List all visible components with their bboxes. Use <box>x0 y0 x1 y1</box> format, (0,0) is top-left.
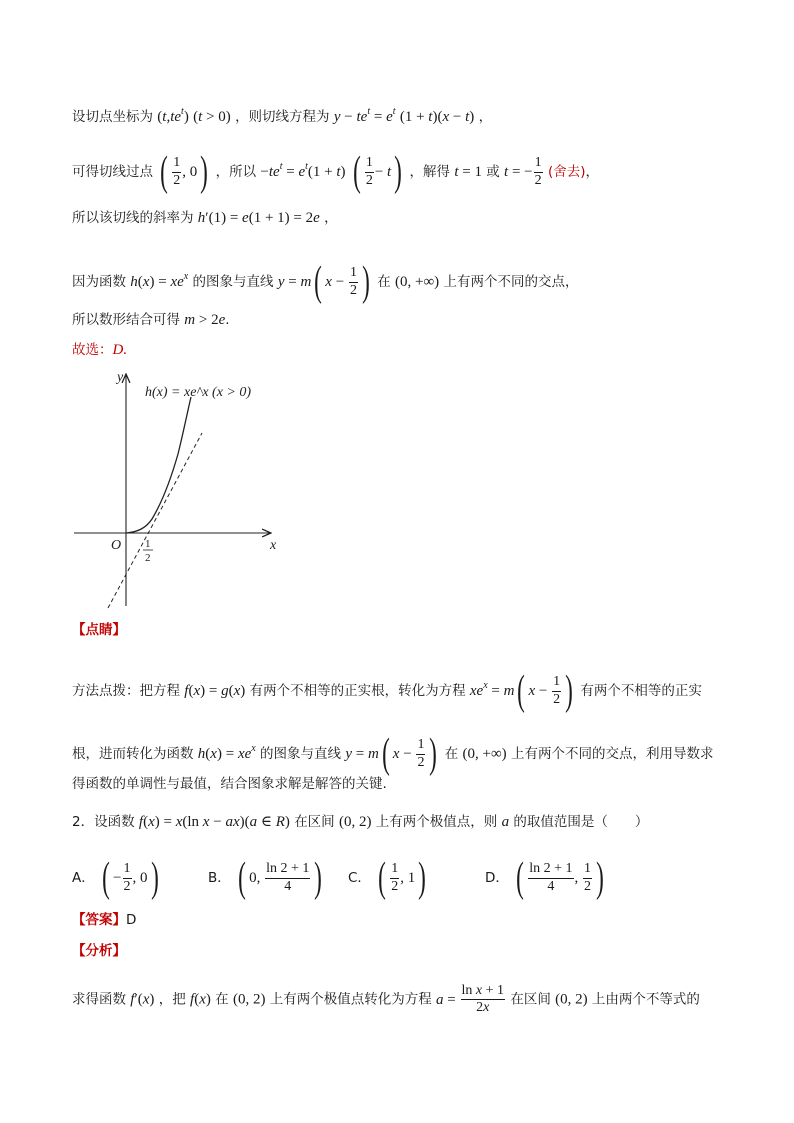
analysis-math-e: (0, 2) <box>555 991 588 1008</box>
tick-numerator: 1 <box>145 538 151 550</box>
line4-text-b: 的图象与直线 <box>192 274 274 290</box>
option-c-label: C． <box>348 870 371 886</box>
option-a-label: A． <box>72 870 95 886</box>
q2-math-c: a <box>501 814 510 830</box>
q2-math-b: (0, 2) <box>338 814 372 830</box>
line4-text-c: 在 <box>377 274 391 290</box>
analysis-math-a: f′(x) <box>130 991 155 1008</box>
solution-line-4 <box>72 261 578 303</box>
solution-line-5 <box>72 313 230 328</box>
line4-math-c: (0, +∞) <box>395 274 440 290</box>
para1-text-a: 方法点拨：把方程 <box>72 683 180 699</box>
para1-math-b: $xe^x = m$( x − $\frac{1}{2}$ ) <box>469 668 573 714</box>
para2-math-a: $h(x) = xe^x$ <box>197 743 256 762</box>
solution-line-3 <box>72 211 338 226</box>
analysis-text-e: 在区间 <box>510 991 551 1008</box>
q2-number: 2． <box>72 814 95 830</box>
line3-text-b: ， <box>324 210 338 226</box>
option-d-math: ( $\frac{\ln 2 + 1}{4}$ , $\frac{1}{2}$ ) <box>516 855 604 901</box>
line2-math-c: t = 1 <box>454 164 482 180</box>
option-b-math: ( 0, $\frac{\ln 2 + 1}{4}$ ) <box>238 855 323 901</box>
line2-text-a: 可得切线过点 <box>72 164 153 180</box>
line4-math-b: y = m( x − $\frac{1}{2}$ ) <box>277 259 370 305</box>
analysis-text-b: ，把 <box>158 991 186 1008</box>
para2-text-d: 上有两个不同的交点，利用导数求 <box>510 746 714 762</box>
line1-math-b: $y - te^t = e^t$ (1 + t)(x − t) <box>333 106 475 125</box>
analysis-text-f: 上由两个不等式的 <box>591 991 700 1008</box>
paragraph-1 <box>72 670 702 712</box>
para2-math-c: (0, +∞) <box>462 746 507 762</box>
option-b[interactable] <box>208 857 325 899</box>
answer-section <box>72 914 136 928</box>
line5-math-a: m > 2e <box>184 312 226 328</box>
line5-text-b: . <box>225 312 230 328</box>
q2-text-d: 的取值范围是（ ） <box>513 814 649 830</box>
solution-line-2 <box>72 151 599 193</box>
line4-text-a: 因为函数 <box>72 274 126 290</box>
line2-math-a: ( $\frac{1}{2}$ , 0) <box>160 149 209 195</box>
origin-label: O <box>111 538 122 553</box>
option-b-label: B． <box>208 870 231 886</box>
paragraph-2 <box>72 733 713 775</box>
answer-heading: 【答案】 <box>72 912 126 928</box>
q2-text-a: 设函数 <box>94 814 135 830</box>
para1-text-b: 有两个不相等的正实根，转化为方程 <box>249 683 466 699</box>
analysis-text-c: 在 <box>215 991 229 1008</box>
analysis-math-d: a = $\frac{\text{ln x + 1}}{2x}$ <box>436 983 505 1016</box>
solution-line-6 <box>72 343 127 358</box>
line2-text-c: ，解得 <box>409 164 451 180</box>
line1-math-a: $(t,te^t) (t > 0)$ <box>157 106 231 125</box>
question-2 <box>72 815 648 830</box>
option-a[interactable] <box>72 857 162 899</box>
solution-line-1 <box>72 107 492 125</box>
option-c[interactable] <box>348 857 429 899</box>
line1-text-b: ，则切线方程为 <box>235 109 330 125</box>
y-axis-label: y <box>117 370 124 385</box>
option-d-label: D． <box>485 870 509 886</box>
option-a-math: ( − $\frac{1}{2}$ , 0) <box>102 855 159 901</box>
curve-h <box>126 397 191 533</box>
analysis-heading: 【分析】 <box>72 943 126 959</box>
q2-math-a: f(x) = x(ln x − ax)(a ∈ R) <box>138 814 290 830</box>
q2-text-c: 上有两个极值点，则 <box>375 814 498 830</box>
function-graph <box>66 364 286 614</box>
para2-text-c: 在 <box>444 746 459 762</box>
para2-text-a: 根，进而转化为函数 <box>72 746 194 762</box>
line2-math-b: $-te^t = e^t(1 + t)$ ( $\frac{1}{2}$ − t) <box>260 149 403 195</box>
analysis-math-b: f(x) <box>190 991 211 1008</box>
answer-letter: D <box>126 912 137 928</box>
analysis-text-a: 求得函数 <box>72 991 126 1008</box>
para1-text-c: 有两个不相等的正实 <box>580 683 702 699</box>
line2-text-e: (舍去) <box>547 164 586 180</box>
line2-text-b: ，所以 <box>215 164 257 180</box>
para1-math-a: f(x) = g(x) <box>184 683 246 699</box>
line3-text-a: 所以该切线的斜率为 <box>72 210 194 226</box>
line4-math-a: $h(x) = xe^x$ <box>130 271 189 290</box>
option-d[interactable] <box>485 857 607 899</box>
analysis-line <box>72 983 700 1016</box>
line1-text-a: 设切点坐标为 <box>72 109 153 125</box>
line2-text-f: ， <box>585 164 599 180</box>
paragraph-3: 得函数的单调性与最值，结合图象求解是解答的关键. <box>72 776 387 792</box>
para2-text-b: 的图象与直线 <box>260 746 342 762</box>
q2-text-b: 在区间 <box>294 814 335 830</box>
para2-math-b: y = m( x − $\frac{1}{2}$ ) <box>345 731 438 777</box>
line4-text-d: 上有两个不同的交点， <box>443 274 579 290</box>
analysis-text-d: 上有两个极值点转化为方程 <box>269 991 432 1008</box>
section-dianjing: 【点睛】 <box>72 622 126 638</box>
curve-label: h(x) = xe^x (x > 0) <box>145 385 252 400</box>
answer-label: 故选： <box>72 342 113 358</box>
answer-choice: D. <box>112 342 128 358</box>
tick-denominator: 2 <box>145 552 151 564</box>
line3-math-a: h′(1) = e(1 + 1) = 2e <box>197 210 320 226</box>
line1-text-c: ， <box>478 109 493 125</box>
tangent-line <box>108 433 202 608</box>
x-axis-label: x <box>270 538 277 553</box>
line2-math-d: t = − $\frac{1}{2}$ <box>504 155 542 188</box>
option-c-math: ( $\frac{1}{2}$ , 1) <box>378 855 427 901</box>
line5-text-a: 所以数形结合可得 <box>72 312 180 328</box>
line2-text-d: 或 <box>486 164 500 180</box>
analysis-math-c: (0, 2) <box>232 991 266 1008</box>
